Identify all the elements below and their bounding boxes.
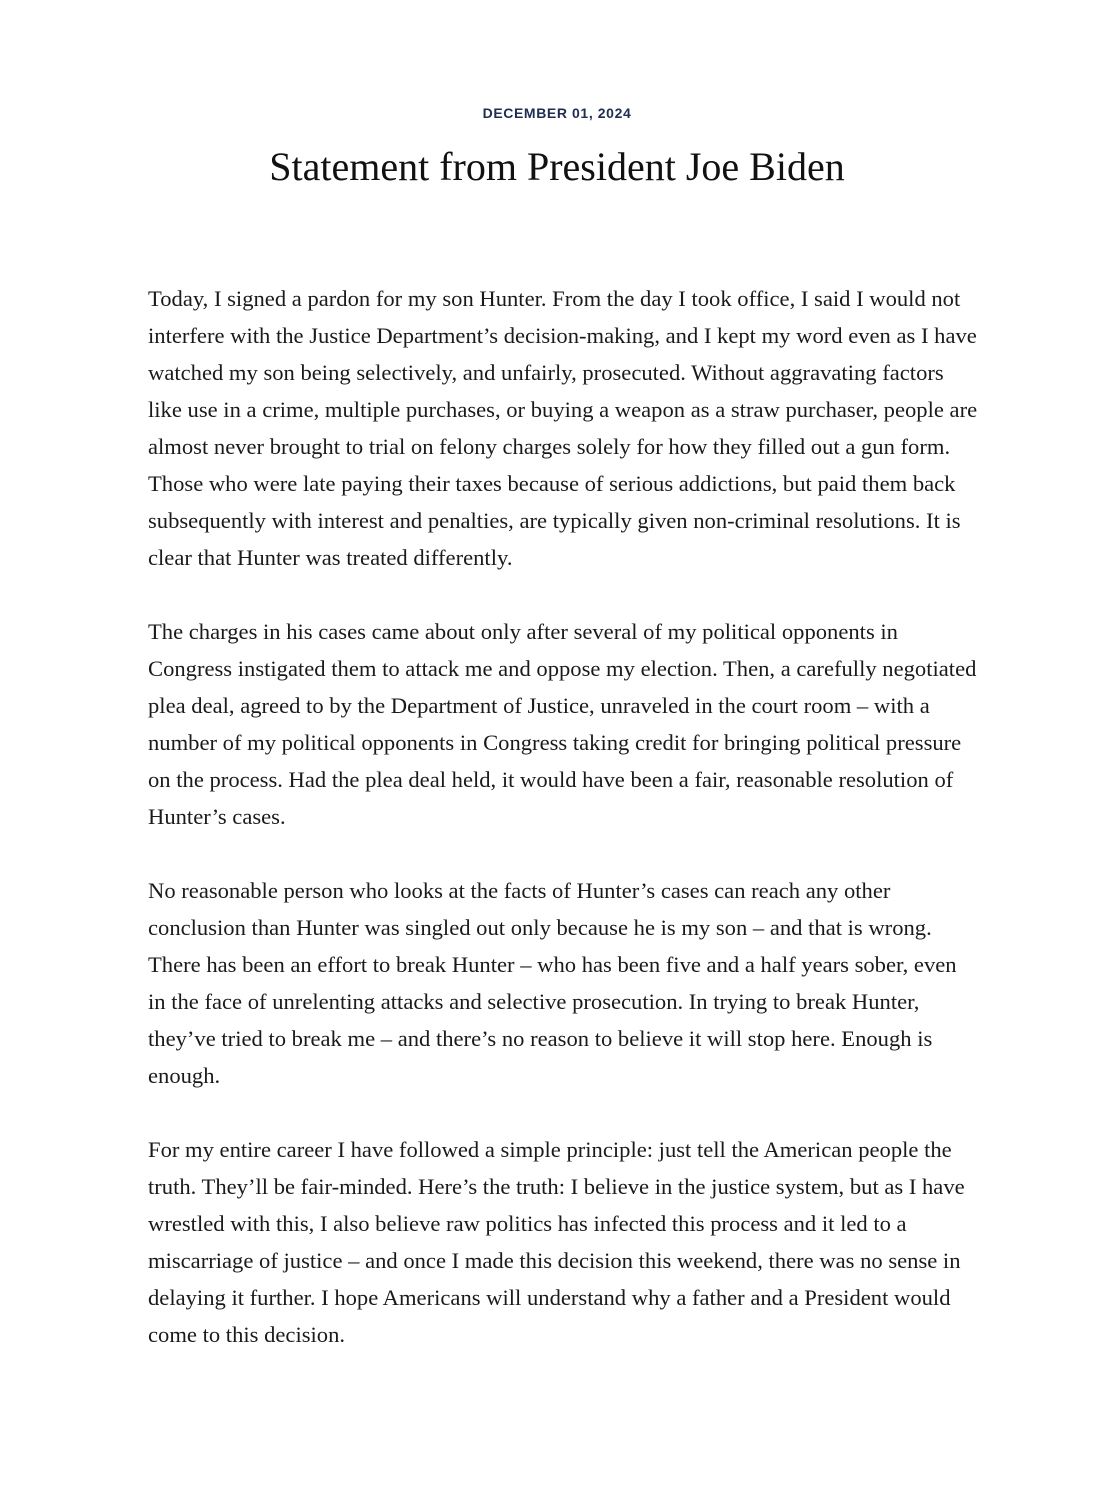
page-title: Statement from President Joe Biden (269, 144, 845, 189)
statement-body (148, 280, 978, 1390)
statement-paragraph: No reasonable person who looks at the facts of Hunter’s cases can reach any other conclusion than Hunter was singled out only because he is my son – and that is wrong. There has been an effort to break Hunter – who has been five and a half years sober, even in the face of unrelenting attacks and selective prosecution. In trying to break Hunter, they’ve tried to break me – and there’s no reason to believe it will stop here. Enough is enough. (148, 878, 957, 1088)
statement-paragraph: The charges in his cases came about only after several of my political opponents in Congress instigated them to attack me and oppose my election. Then, a carefully negotiated plea deal, agreed to by the Department of Justice, unraveled in the court room – with a number of my political opponents in Congress taking credit for bringing political pressure on the process. Had the plea deal held, it would have been a fair, reasonable resolution of Hunter’s cases. (148, 619, 977, 829)
statement-paragraph: Today, I signed a pardon for my son Hunter. From the day I took office, I said I would not interfere with the Justice Department’s decision-making, and I kept my word even as I have watched my son being selectively, and unfairly, prosecuted. Without aggravating factors like use in a crime, multiple purchases, or buying a weapon as a straw purchaser, people are almost never brought to trial on felony charges solely for how they filled out a gun form. Those who were late paying their taxes because of serious addictions, but paid them back subsequently with interest and penalties, are typically given non-criminal resolutions. It is clear that Hunter was treated differently. (148, 286, 978, 570)
statement-paragraph: For my entire career I have followed a simple principle: just tell the American people the truth. They’ll be fair-minded. Here’s the truth: I believe in the justice system, but as I have wrestled with this, I also believe raw politics has infected this process and it led to a miscarriage of justice – and once I made this decision this weekend, there was no sense in delaying it further. I hope Americans will understand why a father and a President would come to this decision. (148, 1137, 965, 1347)
publish-date: DECEMBER 01, 2024 (482, 105, 632, 121)
